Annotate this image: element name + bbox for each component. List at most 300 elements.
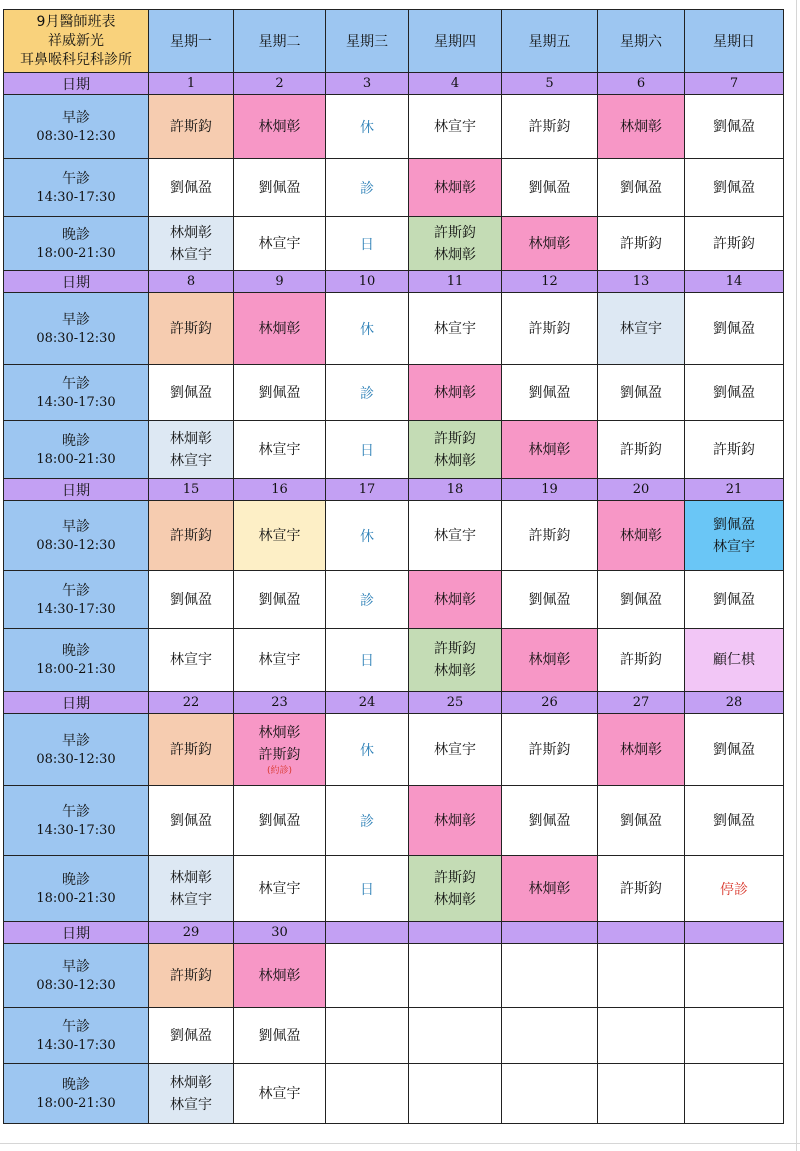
doctor-name: 許斯鈞 (528, 118, 571, 135)
slot-time: 08:30-12:30 (36, 330, 116, 346)
doctor-name: 劉佩盈 (170, 812, 212, 829)
slot-label (4, 95, 149, 159)
slot-label (4, 159, 149, 217)
doctor-cell (502, 421, 598, 479)
doctor-name: 許斯鈞 (258, 747, 301, 763)
doctor-cell (409, 571, 502, 629)
doctor-cell (502, 629, 598, 692)
date-cell: 4 (409, 73, 502, 95)
slot-row-afternoon (4, 365, 784, 421)
date-cell: 3 (326, 73, 409, 95)
closed-cell: 日 (326, 217, 409, 271)
slot-name: 晚診 (62, 226, 90, 243)
doctor-name: 林宣宇 (170, 452, 212, 469)
date-cell: 10 (326, 271, 409, 293)
date-label: 日期 (4, 73, 149, 95)
doctor-name: 劉佩盈 (620, 812, 662, 829)
doctor-cell (685, 365, 784, 421)
empty-cell (409, 944, 502, 1008)
empty-cell (409, 1008, 502, 1064)
slot-label (4, 501, 149, 571)
doctor-name: 劉佩盈 (528, 812, 571, 829)
doctor-cell (409, 501, 502, 571)
weekday-header: 星期五 (502, 10, 598, 73)
date-cell: 22 (149, 692, 234, 714)
doctor-name: 林炯彰 (434, 591, 476, 608)
slot-time: 08:30-12:30 (36, 537, 116, 553)
doctor-cell (502, 159, 598, 217)
weekday-header: 星期六 (598, 10, 685, 73)
slot-row-evening (4, 217, 784, 271)
doctor-cell (234, 159, 326, 217)
date-cell: 30 (234, 922, 326, 944)
doctor-name: 林宣宇 (434, 527, 476, 544)
doctor-name: 林宣宇 (258, 441, 301, 458)
doctor-cell (234, 629, 326, 692)
closed-cell: 診 (326, 786, 409, 856)
slot-time: 14:30-17:30 (36, 189, 116, 205)
slot-time: 14:30-17:30 (36, 822, 116, 838)
doctor-cell (685, 629, 784, 692)
date-cell: 15 (149, 479, 234, 501)
empty-cell (326, 1064, 409, 1124)
doctor-name: 許斯鈞 (620, 880, 662, 897)
doctor-name: 林炯彰 (434, 246, 476, 263)
doctor-cell (409, 856, 502, 922)
doctor-name: 許斯鈞 (434, 869, 476, 886)
doctor-cell (234, 571, 326, 629)
slot-name: 早診 (62, 732, 90, 749)
slot-row-morning (4, 293, 784, 365)
slot-label (4, 944, 149, 1008)
slot-time: 18:00-21:30 (36, 890, 116, 906)
doctor-name: 劉佩盈 (713, 591, 755, 608)
doctor-name: 劉佩盈 (170, 1027, 212, 1044)
closed-cell: 診 (326, 365, 409, 421)
date-row (4, 479, 784, 501)
doctor-name: 劉佩盈 (620, 384, 662, 401)
date-cell (326, 922, 409, 944)
doctor-name: 林宣宇 (620, 320, 662, 337)
closed-cell: 日 (326, 856, 409, 922)
slot-row-evening (4, 856, 784, 922)
appointment-note: (約診) (266, 766, 293, 776)
doctor-cell (409, 629, 502, 692)
doctor-cell (234, 501, 326, 571)
doctor-cell (149, 629, 234, 692)
empty-cell (598, 1064, 685, 1124)
date-cell: 5 (502, 73, 598, 95)
doctor-name: 許斯鈞 (434, 430, 476, 447)
closed-cell: 休 (326, 714, 409, 786)
doctor-name: 劉佩盈 (258, 812, 301, 829)
clinic-closed-cell: 停診 (685, 856, 784, 922)
doctor-cell (409, 293, 502, 365)
slot-row-morning (4, 714, 784, 786)
doctor-name: 林宣宇 (258, 235, 301, 252)
doctor-cell (502, 293, 598, 365)
date-cell (502, 922, 598, 944)
weekday-header: 星期日 (685, 10, 784, 73)
doctor-cell (598, 365, 685, 421)
doctor-name: 許斯鈞 (170, 118, 212, 135)
slot-name: 午診 (62, 582, 90, 599)
slot-label (4, 856, 149, 922)
date-label: 日期 (4, 271, 149, 293)
date-cell (598, 922, 685, 944)
doctor-cell (149, 159, 234, 217)
doctor-cell (598, 217, 685, 271)
title-line: 耳鼻喉科兒科診所 (20, 51, 132, 68)
closed-cell: 休 (326, 501, 409, 571)
slot-time: 18:00-21:30 (36, 451, 116, 467)
date-cell: 13 (598, 271, 685, 293)
doctor-cell (234, 786, 326, 856)
doctor-cell (685, 501, 784, 571)
closed-cell: 休 (326, 293, 409, 365)
empty-cell (685, 1008, 784, 1064)
grid-line (0, 1143, 800, 1144)
slot-row-afternoon (4, 571, 784, 629)
date-cell: 24 (326, 692, 409, 714)
doctor-cell (409, 714, 502, 786)
slot-time: 18:00-21:30 (36, 1095, 116, 1111)
empty-cell (409, 1064, 502, 1124)
doctor-name: 林炯彰 (620, 527, 662, 544)
slot-row-evening (4, 629, 784, 692)
doctor-cell (149, 365, 234, 421)
slot-name: 早診 (62, 109, 90, 126)
doctor-cell (409, 365, 502, 421)
date-cell: 26 (502, 692, 598, 714)
slot-time: 08:30-12:30 (36, 128, 116, 144)
doctor-name: 林炯彰 (258, 320, 301, 337)
doctor-cell (502, 714, 598, 786)
doctor-cell (502, 217, 598, 271)
slot-time: 14:30-17:30 (36, 1037, 116, 1053)
doctor-cell (409, 786, 502, 856)
doctor-cell (234, 1064, 326, 1124)
slot-row-afternoon (4, 786, 784, 856)
slot-name: 晚診 (62, 1076, 90, 1093)
date-row (4, 692, 784, 714)
doctor-cell (149, 1008, 234, 1064)
weekday-header-row (4, 10, 784, 73)
doctor-cell (409, 159, 502, 217)
date-label: 日期 (4, 692, 149, 714)
doctor-name: 劉佩盈 (713, 118, 755, 135)
date-cell: 21 (685, 479, 784, 501)
empty-cell (598, 1008, 685, 1064)
slot-time: 14:30-17:30 (36, 394, 116, 410)
doctor-name: 劉佩盈 (170, 179, 212, 196)
slot-name: 午診 (62, 1018, 90, 1035)
doctor-cell (234, 95, 326, 159)
doctor-cell (685, 421, 784, 479)
doctor-name: 林宣宇 (170, 1096, 212, 1113)
slot-row-morning (4, 501, 784, 571)
doctor-name: 劉佩盈 (170, 384, 212, 401)
doctor-name: 林炯彰 (528, 652, 571, 668)
date-cell: 25 (409, 692, 502, 714)
slot-label (4, 293, 149, 365)
slot-row-morning (4, 95, 784, 159)
doctor-cell (685, 293, 784, 365)
doctor-name: 林炯彰 (170, 1074, 212, 1091)
doctor-cell (598, 501, 685, 571)
doctor-cell (149, 571, 234, 629)
doctor-name: 林宣宇 (713, 538, 755, 555)
date-cell: 16 (234, 479, 326, 501)
doctor-cell (149, 856, 234, 922)
doctor-name: 許斯鈞 (528, 320, 571, 337)
doctor-cell (149, 714, 234, 786)
date-cell (409, 922, 502, 944)
doctor-cell (685, 217, 784, 271)
doctor-name: 林宣宇 (258, 652, 301, 668)
empty-cell (502, 1008, 598, 1064)
doctor-cell (598, 629, 685, 692)
doctor-cell (685, 159, 784, 217)
grid-line (796, 0, 797, 1151)
doctor-name: 劉佩盈 (528, 179, 571, 196)
date-cell: 8 (149, 271, 234, 293)
doctor-cell (149, 501, 234, 571)
slot-name: 午診 (62, 375, 90, 392)
title-line: 祥威新光 (48, 32, 104, 49)
slot-label (4, 365, 149, 421)
doctor-cell (502, 856, 598, 922)
doctor-cell (685, 714, 784, 786)
weekday-header: 星期一 (149, 10, 234, 73)
empty-cell (502, 1064, 598, 1124)
empty-cell (326, 1008, 409, 1064)
doctor-name: 林宣宇 (258, 880, 301, 897)
doctor-name: 許斯鈞 (528, 741, 571, 758)
slot-label (4, 217, 149, 271)
empty-cell (685, 1064, 784, 1124)
doctor-name: 林炯彰 (620, 741, 662, 758)
doctor-name: 許斯鈞 (620, 652, 662, 668)
closed-cell: 診 (326, 571, 409, 629)
doctor-name: 林炯彰 (258, 725, 301, 741)
doctor-cell (234, 1008, 326, 1064)
date-row (4, 271, 784, 293)
doctor-name: 劉佩盈 (258, 384, 301, 401)
doctor-cell (149, 95, 234, 159)
doctor-cell (502, 786, 598, 856)
schedule-table (3, 9, 784, 1124)
date-cell: 6 (598, 73, 685, 95)
doctor-cell (234, 421, 326, 479)
date-cell: 27 (598, 692, 685, 714)
slot-name: 晚診 (62, 871, 90, 888)
doctor-name: 許斯鈞 (620, 235, 662, 252)
doctor-cell (598, 714, 685, 786)
doctor-name: 林炯彰 (170, 224, 212, 241)
slot-time: 14:30-17:30 (36, 601, 116, 617)
doctor-cell (409, 421, 502, 479)
doctor-name: 劉佩盈 (528, 384, 571, 401)
slot-label (4, 786, 149, 856)
doctor-name: 林炯彰 (620, 118, 662, 135)
doctor-name: 林宣宇 (434, 320, 476, 337)
slot-name: 午診 (62, 803, 90, 820)
doctor-cell (409, 95, 502, 159)
doctor-name: 許斯鈞 (620, 441, 662, 458)
date-cell: 1 (149, 73, 234, 95)
slot-time: 18:00-21:30 (36, 245, 116, 261)
closed-cell: 日 (326, 421, 409, 479)
doctor-cell (502, 501, 598, 571)
date-label: 日期 (4, 922, 149, 944)
doctor-name: 許斯鈞 (170, 527, 212, 544)
slot-label (4, 1064, 149, 1124)
doctor-name: 劉佩盈 (713, 741, 755, 758)
doctor-name: 林炯彰 (434, 452, 476, 469)
slot-name: 早診 (62, 518, 90, 535)
date-cell: 28 (685, 692, 784, 714)
doctor-name: 林炯彰 (528, 235, 571, 252)
date-cell: 14 (685, 271, 784, 293)
doctor-cell (234, 217, 326, 271)
doctor-name: 許斯鈞 (713, 235, 755, 252)
doctor-cell (409, 217, 502, 271)
date-cell (685, 922, 784, 944)
weekday-header: 星期四 (409, 10, 502, 73)
doctor-cell (598, 856, 685, 922)
date-row (4, 73, 784, 95)
doctor-cell (149, 944, 234, 1008)
title-line: 9月醫師班表 (36, 13, 116, 30)
doctor-cell (502, 571, 598, 629)
date-cell: 23 (234, 692, 326, 714)
slot-row-afternoon (4, 159, 784, 217)
doctor-name: 劉佩盈 (620, 179, 662, 196)
slot-name: 晚診 (62, 643, 90, 659)
date-cell: 9 (234, 271, 326, 293)
doctor-cell (598, 293, 685, 365)
doctor-cell (234, 714, 326, 786)
slot-label (4, 421, 149, 479)
doctor-name: 林炯彰 (434, 384, 476, 401)
empty-cell (326, 944, 409, 1008)
empty-cell (502, 944, 598, 1008)
doctor-name: 林宣宇 (434, 741, 476, 758)
slot-label (4, 571, 149, 629)
doctor-cell (149, 786, 234, 856)
doctor-cell (598, 786, 685, 856)
doctor-name: 許斯鈞 (434, 641, 476, 657)
doctor-cell (502, 365, 598, 421)
doctor-cell (502, 95, 598, 159)
slot-time: 08:30-12:30 (36, 751, 116, 767)
doctor-name: 林炯彰 (258, 967, 301, 984)
slot-name: 早診 (62, 958, 90, 975)
slot-row-evening (4, 421, 784, 479)
closed-cell: 日 (326, 629, 409, 692)
date-label: 日期 (4, 479, 149, 501)
doctor-name: 許斯鈞 (170, 967, 212, 984)
doctor-name: 林炯彰 (170, 430, 212, 447)
doctor-name: 林宣宇 (170, 246, 212, 263)
date-cell: 12 (502, 271, 598, 293)
slot-time: 18:00-21:30 (36, 662, 116, 677)
doctor-name: 劉佩盈 (170, 591, 212, 608)
date-cell: 11 (409, 271, 502, 293)
slot-label (4, 714, 149, 786)
doctor-name: 林宣宇 (258, 1085, 301, 1102)
schedule-title (4, 10, 149, 73)
doctor-name: 劉佩盈 (713, 384, 755, 401)
empty-cell (598, 944, 685, 1008)
slot-label (4, 629, 149, 692)
doctor-name: 許斯鈞 (434, 224, 476, 241)
doctor-name: 林炯彰 (434, 663, 476, 679)
doctor-name: 林炯彰 (434, 812, 476, 829)
date-cell: 18 (409, 479, 502, 501)
doctor-name: 劉佩盈 (713, 320, 755, 337)
date-cell: 17 (326, 479, 409, 501)
doctor-name: 許斯鈞 (713, 441, 755, 458)
doctor-cell (685, 95, 784, 159)
doctor-name: 林宣宇 (170, 891, 212, 908)
doctor-cell (234, 944, 326, 1008)
doctor-name: 林炯彰 (528, 880, 571, 897)
doctor-name: 林宣宇 (258, 527, 301, 544)
doctor-name: 許斯鈞 (170, 320, 212, 337)
closed-cell: 診 (326, 159, 409, 217)
doctor-cell (598, 95, 685, 159)
doctor-name: 林宣宇 (170, 652, 212, 668)
doctor-cell (685, 571, 784, 629)
doctor-cell (234, 856, 326, 922)
doctor-name: 劉佩盈 (528, 591, 571, 608)
slot-name: 早診 (62, 311, 90, 328)
doctor-name: 劉佩盈 (620, 591, 662, 608)
doctor-name: 林炯彰 (170, 869, 212, 886)
closed-cell: 休 (326, 95, 409, 159)
doctor-cell (598, 421, 685, 479)
empty-cell (685, 944, 784, 1008)
doctor-cell (149, 1064, 234, 1124)
date-cell: 19 (502, 479, 598, 501)
doctor-cell (149, 293, 234, 365)
weekday-header: 星期二 (234, 10, 326, 73)
doctor-name: 劉佩盈 (258, 179, 301, 196)
doctor-cell (234, 293, 326, 365)
doctor-cell (598, 159, 685, 217)
doctor-name: 許斯鈞 (528, 527, 571, 544)
doctor-name: 劉佩盈 (258, 591, 301, 608)
doctor-name: 劉佩盈 (713, 516, 755, 533)
slot-time: 08:30-12:30 (36, 977, 116, 993)
doctor-cell (149, 217, 234, 271)
doctor-name: 顧仁棋 (713, 652, 755, 668)
slot-name: 午診 (62, 170, 90, 187)
date-cell: 7 (685, 73, 784, 95)
doctor-cell (598, 571, 685, 629)
slot-row-afternoon (4, 1008, 784, 1064)
doctor-name: 林炯彰 (258, 118, 301, 135)
slot-label (4, 1008, 149, 1064)
slot-row-morning (4, 944, 784, 1008)
doctor-name: 許斯鈞 (170, 741, 212, 758)
doctor-name: 林炯彰 (434, 891, 476, 908)
doctor-cell (149, 421, 234, 479)
date-cell: 29 (149, 922, 234, 944)
slot-name: 晚診 (62, 432, 90, 449)
